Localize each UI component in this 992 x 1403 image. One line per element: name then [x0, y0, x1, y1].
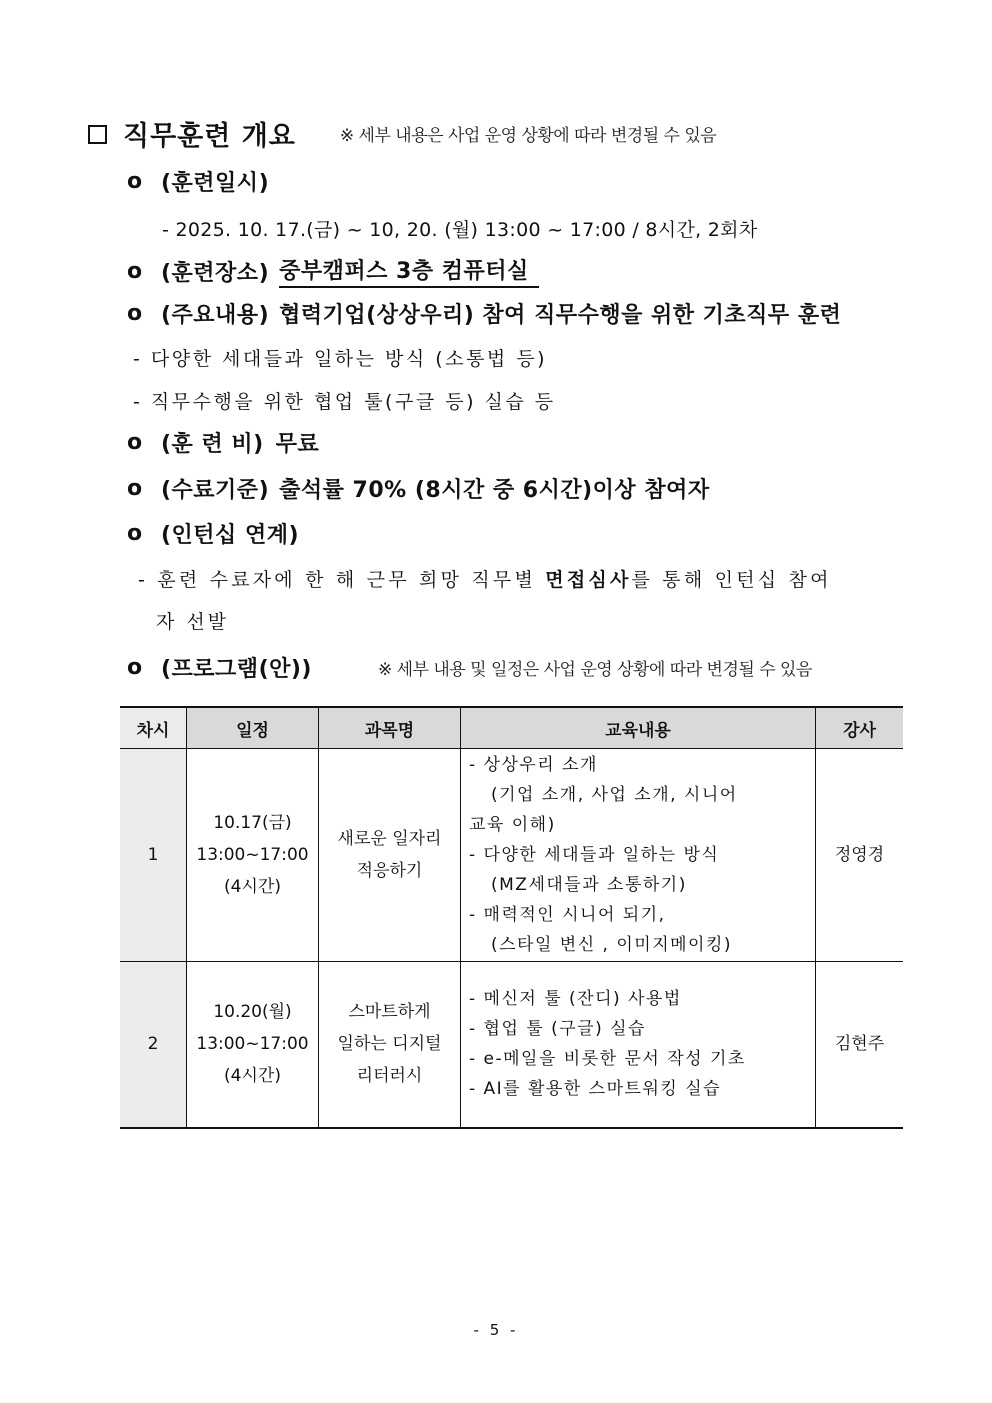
schedule-cell [187, 962, 319, 1128]
subject-cell [319, 962, 461, 1128]
main-content-label: (주요내용) [161, 303, 270, 328]
internship-line-1-end: 를 통해 인턴십 참여 [631, 569, 832, 591]
content-line: (스타일 변신 , 이미지메이킹) [491, 935, 733, 955]
table-row [120, 962, 903, 1128]
schedule-time: 13:00~17:00 [196, 845, 309, 865]
content-line: (MZ세대들과 소통하기) [491, 875, 687, 895]
cost-value: 무료 [275, 432, 320, 457]
header-session: 차시 [120, 707, 187, 749]
program-item [127, 652, 812, 683]
subject-line: 일하는 디지털 [337, 1034, 442, 1055]
content-line: 교육 이해) [469, 815, 556, 835]
subject-line: 새로운 일자리 [337, 829, 442, 849]
internship-item [127, 518, 299, 549]
section-title: 직무훈련 개요 [123, 120, 296, 152]
internship-label: (인턴십 연계) [161, 523, 300, 548]
schedule-date: 10.17(금) [213, 813, 292, 833]
content-line: - 협업 툴 (구글) 실습 [469, 1019, 646, 1040]
content-line: - 상상우리 소개 [469, 755, 598, 775]
content-line: - e-메일을 비롯한 문서 작성 기초 [469, 1049, 746, 1070]
schedule-item [127, 166, 269, 197]
bullet-circle-icon: o [127, 169, 143, 194]
content-line: - 메신저 툴 (잔디) 사용법 [469, 989, 682, 1010]
instructor-cell: 정영경 [816, 749, 904, 962]
content-line: - AI를 활용한 스마트워킹 실습 [469, 1079, 722, 1100]
session-number: 2 [120, 962, 187, 1128]
section-header [88, 113, 716, 153]
header-instructor: 강사 [816, 707, 904, 749]
bullet-circle-icon: o [127, 655, 143, 680]
content-cell [461, 962, 816, 1128]
subject-line: 스마트하게 [348, 1002, 431, 1023]
schedule-cell [187, 749, 319, 962]
schedule-date: 10.20(월) [213, 1002, 292, 1023]
location-item [127, 254, 539, 288]
content-line: (기업 소개, 사업 소개, 시니어 [491, 785, 738, 805]
session-number: 1 [120, 749, 187, 962]
cost-item [127, 427, 319, 458]
header-subject: 과목명 [319, 707, 461, 749]
subject-line: 적응하기 [356, 861, 423, 881]
main-content-value: 협력기업(상상우리) 참여 직무수행을 위한 기초직무 훈련 [279, 303, 842, 328]
program-table [120, 706, 903, 1129]
main-content-item [127, 298, 841, 329]
internship-line-1 [138, 565, 906, 592]
bullet-circle-icon: o [127, 430, 143, 455]
main-content-line-1: - 다양한 세대들과 일하는 방식 (소통법 등) [133, 348, 548, 370]
main-content-line-2: - 직무수행을 위한 협업 툴(구글 등) 실습 등 [133, 391, 556, 413]
schedule-duration: (4시간) [224, 1066, 281, 1087]
section-note: ※ 세부 내용은 사업 운영 상황에 따라 변경될 수 있음 [339, 125, 717, 146]
internship-line-2: 자 선발 [156, 611, 230, 633]
content-line: - 매력적인 시니어 되기, [469, 905, 666, 925]
page-number: - 5 - [473, 1321, 519, 1339]
schedule-label: (훈련일시) [161, 171, 270, 196]
subject-cell [319, 749, 461, 962]
bullet-circle-icon: o [127, 301, 143, 326]
table-header-row [120, 707, 903, 749]
content-cell [461, 749, 816, 962]
instructor-cell: 김현주 [816, 962, 904, 1128]
bullet-circle-icon: o [127, 521, 143, 546]
completion-label: (수료기준) [161, 478, 270, 503]
checkbox-square-icon [88, 125, 107, 144]
schedule-duration: (4시간) [224, 877, 281, 897]
subject-line: 리터러시 [356, 1066, 423, 1087]
program-label: (프로그램(안)) [161, 657, 312, 682]
location-value: 중부캠퍼스 3층 컴퓨터실 [279, 254, 539, 288]
location-label: (훈련장소) [161, 260, 270, 286]
internship-line-1-start: - 훈련 수료자에 한 해 근무 희망 직무별 [138, 569, 537, 591]
schedule-detail: - 2025. 10. 17.(금) ~ 10, 20. (월) 13:00 ~ 17:00 / 8시간, 2회차 [162, 219, 758, 241]
bullet-circle-icon: o [127, 258, 143, 284]
schedule-time: 13:00~17:00 [196, 1034, 309, 1055]
bullet-circle-icon: o [127, 476, 143, 501]
header-schedule: 일정 [187, 707, 319, 749]
content-line: - 다양한 세대들과 일하는 방식 [469, 845, 720, 865]
completion-value: 출석률 70% (8시간 중 6시간)이상 참여자 [279, 478, 710, 503]
cost-label: (훈 련 비) [161, 432, 264, 457]
header-content: 교육내용 [461, 707, 816, 749]
internship-line-1-bold: 면접심사 [545, 569, 632, 591]
completion-item [127, 473, 710, 504]
table-row [120, 749, 903, 962]
program-note: ※ 세부 내용 및 일정은 사업 운영 상황에 따라 변경될 수 있음 [377, 660, 812, 680]
